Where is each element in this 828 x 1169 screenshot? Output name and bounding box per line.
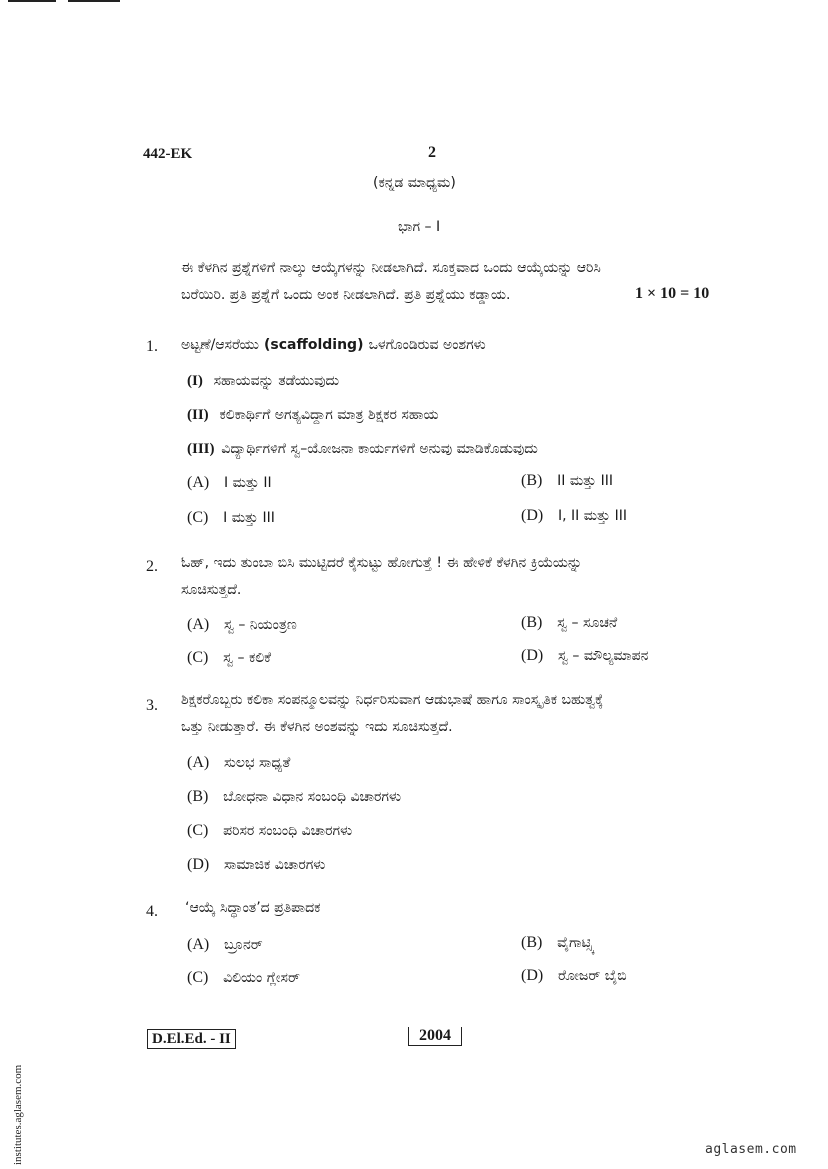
option-text: II ಮತ್ತು III [557, 473, 614, 489]
question-text-part: ಅಟ್ಟಣೆ/ಆಸರೆಯು [181, 337, 259, 353]
option-a [187, 753, 290, 772]
question-text-line-2: ಸೂಚಿಸುತ್ತದೆ. [181, 582, 242, 598]
option-label: (A) [187, 936, 210, 953]
part-title: ಭಾಗ – I [398, 219, 441, 235]
option-text: ಬೋಧನಾ ವಿಧಾನ ಸಂಬಂಧಿ ವಿಚಾರಗಳು [223, 789, 402, 805]
question-text-line-1: ಓಹ್, ಇದು ತುಂಬಾ ಬಿಸಿ ಮುಟ್ಟಿದರೆ ಕೈಸುಟ್ಟು ಹೋಗುತ್ತೆ ! ಈ ಹೇಳಿಕೆ ಕೆಳಗಿನ ಕ್ರಿಯೆಯನ್ನು [181, 555, 583, 571]
question-number: 2. [146, 558, 158, 575]
option-text: ಸುಲಭ ಸಾಧ್ಯತೆ [224, 755, 291, 771]
question-number: 4. [146, 903, 158, 920]
option-d [187, 855, 325, 874]
question-text [181, 334, 486, 353]
question-number: 3. [146, 697, 158, 714]
option-c [187, 508, 275, 527]
option-label: (C) [187, 969, 209, 986]
option-text: ಸ್ವ – ಕಲಿಕೆ [223, 650, 272, 666]
option-d [521, 506, 627, 525]
option-b [521, 933, 594, 952]
instruction-line-2: ಬರೆಯಿರಿ. ಪ್ರತಿ ಪ್ರಶ್ನೆಗೆ ಒಂದು ಅಂಕ ನೀಡಲಾಗಿದೆ. ಪ್ರತಿ ಪ್ರಶ್ನೆಯು ಕಡ್ಡಾಯ. [181, 287, 511, 303]
option-b [521, 471, 613, 490]
option-b [521, 613, 617, 632]
statement-item [187, 405, 438, 424]
option-d [521, 966, 627, 985]
scan-mark [68, 0, 120, 2]
option-a [187, 615, 297, 634]
option-label: (B) [521, 934, 543, 951]
option-text: I ಮತ್ತು III [223, 510, 275, 526]
option-label: (C) [187, 822, 209, 839]
option-label: (D) [521, 507, 544, 524]
option-label: (B) [521, 472, 543, 489]
option-text: ಸ್ವ – ಮೌಲ್ಯಮಾಪನ [558, 648, 649, 664]
question-text-part: ಒಳಗೊಂಡಿರುವ ಅಂಶಗಳು [368, 337, 486, 353]
option-text: ಪರಿಸರ ಸಂಬಂಧಿ ವಿಚಾರಗಳು [223, 823, 353, 839]
question-text-line-2: ಒತ್ತು ನೀಡುತ್ತಾರೆ. ಈ ಕೆಳಗಿನ ಅಂಶವನ್ನು ಇದು ಸೂಚಿಸುತ್ತದೆ. [181, 719, 453, 735]
option-c [187, 968, 300, 987]
option-label: (C) [187, 649, 209, 666]
page-number: 2 [428, 144, 436, 161]
statement-label: (I) [187, 373, 203, 389]
statement-text: ಸಹಾಯವನ್ನು ತಡೆಯುವುದು [213, 373, 340, 389]
question-text-english: (scaffolding) [264, 337, 364, 353]
statement-label: (II) [187, 407, 209, 423]
option-label: (A) [187, 474, 210, 491]
statement-item [187, 439, 538, 458]
option-a [187, 935, 263, 954]
option-a [187, 473, 272, 492]
option-label: (D) [521, 647, 544, 664]
booklet-code: 2004 [408, 1027, 462, 1046]
option-text: ಸಾಮಾಜಿಕ ವಿಚಾರಗಳು [224, 857, 326, 873]
statement-text: ವಿದ್ಯಾರ್ಥಿಗಳಿಗೆ ಸ್ವ–ಯೋಜನಾ ಕಾರ್ಯಗಳಿಗೆ ಅನುವು ಮಾಡಿಕೊಡುವುದು [221, 441, 538, 457]
option-label: (B) [521, 614, 543, 631]
statement-label: (III) [187, 441, 215, 457]
option-text: ರೋಜರ್ ಬೈಬಿ [558, 968, 627, 984]
option-text: ವಿಲಿಯಂ ಗ್ಲೇಸರ್ [223, 970, 300, 986]
brand-watermark: aglasem.com [705, 1142, 797, 1157]
option-text: ಸ್ವ – ನಿಯಂತ್ರಣ [224, 617, 297, 633]
option-label: (D) [521, 967, 544, 984]
option-text: ವೈಗಾಟ್ಸ್ಕಿ [557, 935, 595, 951]
statement-item [187, 371, 339, 390]
option-c [187, 821, 352, 840]
marks-formula: 1 × 10 = 10 [635, 285, 710, 302]
instruction-line-1: ಈ ಕೆಳಗಿನ ಪ್ರಶ್ನೆಗಳಿಗೆ ನಾಲ್ಕು ಆಯ್ಕೆಗಳನ್ನು ನೀಡಲಾಗಿದೆ. ಸೂಕ್ತವಾದ ಒಂದು ಆಯ್ಕೆಯನ್ನು ಆರಿಸಿ [181, 260, 601, 276]
option-b [187, 787, 401, 806]
side-watermark: institutes.aglasem.com [12, 1064, 24, 1165]
question-number: 1. [146, 338, 158, 355]
option-text: ಸ್ವ – ಸೂಚನೆ [557, 615, 618, 631]
option-text: ಬ್ರೂನರ್ [224, 937, 263, 953]
option-label: (B) [187, 788, 209, 805]
question-text: ‘ಆಯ್ಕೆ ಸಿದ್ಧಾಂತ’ದ ಪ್ರತಿಪಾದಕ [185, 900, 321, 916]
option-label: (A) [187, 616, 210, 633]
option-label: (A) [187, 754, 210, 771]
medium-label: (ಕನ್ನಡ ಮಾಧ್ಯಮ) [373, 175, 456, 191]
option-d [521, 646, 648, 665]
option-label: (D) [187, 856, 210, 873]
scan-mark [8, 0, 56, 2]
paper-code: 442-EK [143, 146, 193, 162]
question-text-line-1: ಶಿಕ್ಷಕರೊಬ್ಬರು ಕಲಿಕಾ ಸಂಪನ್ಮೂಲವನ್ನು ನಿರ್ಧರಿಸುವಾಗ ಆಡುಭಾಷೆ ಹಾಗೂ ಸಾಂಸ್ಕೃತಿಕ ಬಹುತ್ವಕ್ಕೆ [181, 692, 604, 708]
course-label: D.El.Ed. - II [147, 1029, 236, 1049]
option-c [187, 648, 271, 667]
option-text: I, II ಮತ್ತು III [558, 508, 627, 524]
option-label: (C) [187, 509, 209, 526]
statement-text: ಕಲಿಕಾರ್ಥಿಗೆ ಅಗತ್ಯವಿದ್ದಾಗ ಮಾತ್ರ ಶಿಕ್ಷಕರ ಸಹಾಯ [219, 407, 439, 423]
option-text: I ಮತ್ತು II [224, 475, 272, 491]
